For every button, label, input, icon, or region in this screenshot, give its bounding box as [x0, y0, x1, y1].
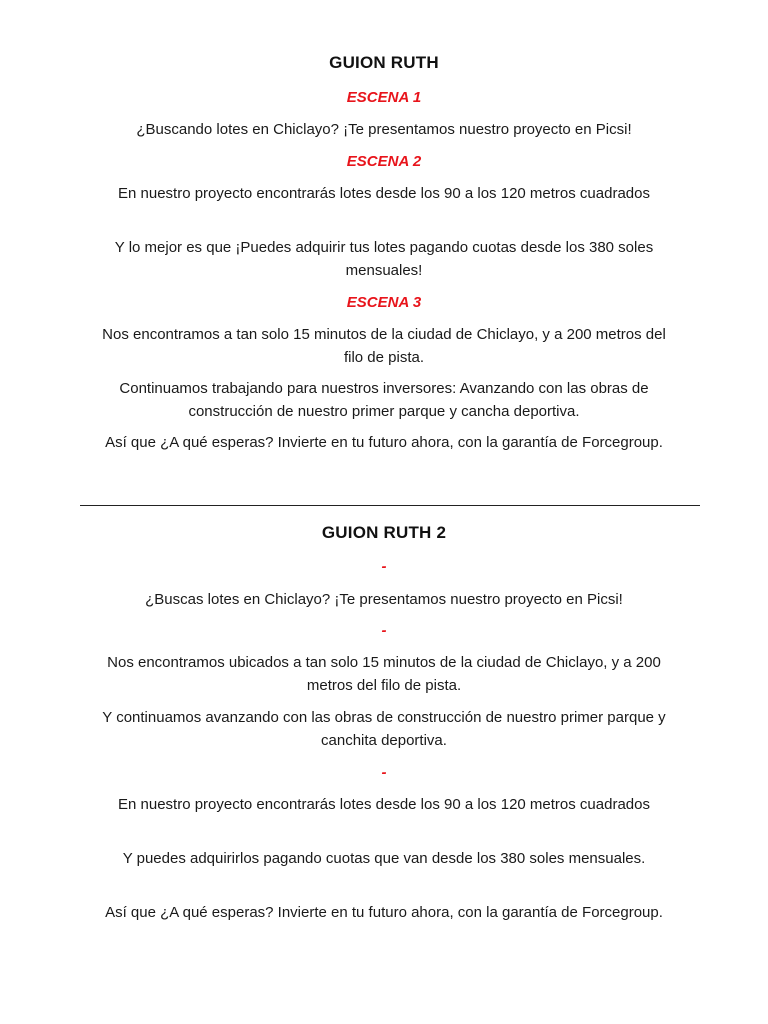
section2-paragraph-6: Así que ¿A qué esperas? Invierte en tu futuro ahora, con la garantía de Forcegroup. — [105, 904, 663, 921]
section2-marker-3: - — [381, 764, 387, 781]
scene1-heading: ESCENA 1 — [346, 89, 422, 106]
section2-paragraph-5: Y puedes adquirirlos pagando cuotas que van desde los 380 soles mensuales. — [122, 850, 646, 867]
section2-marker-2: - — [381, 622, 387, 639]
section1-paragraph-6: Así que ¿A qué esperas? Invierte en tu futuro ahora, con la garantía de Forcegroup. — [105, 434, 663, 451]
section2-paragraph-4: En nuestro proyecto encontrarás lotes desde los 90 a los 120 metros cuadrados — [118, 796, 650, 813]
section-divider — [80, 505, 700, 506]
section2-marker-1: - — [381, 558, 387, 575]
section1-paragraph-5: Continuamos trabajando para nuestros inversores: Avanzando con las obras de construcción de nuestro primer parque y cancha deportiva. — [119, 380, 649, 420]
scene3-heading: ESCENA 3 — [346, 294, 422, 311]
section1-paragraph-2: En nuestro proyecto encontrarás lotes desde los 90 a los 120 metros cuadrados — [118, 185, 650, 202]
section2-title: GUION RUTH 2 — [321, 523, 447, 542]
section1-paragraph-1: ¿Buscando lotes en Chiclayo? ¡Te presentamos nuestro proyecto en Picsi! — [136, 121, 632, 138]
section1-paragraph-3: Y lo mejor es que ¡Puedes adquirir tus lotes pagando cuotas desde los 380 soles mensuales! — [114, 239, 654, 279]
section1-paragraph-4: Nos encontramos a tan solo 15 minutos de la ciudad de Chiclayo, y a 200 metros del filo de pista. — [102, 326, 666, 366]
section2-paragraph-3: Y continuamos avanzando con las obras de construcción de nuestro primer parque y canchita deportiva. — [102, 709, 666, 749]
section2-paragraph-1: ¿Buscas lotes en Chiclayo? ¡Te presentamos nuestro proyecto en Picsi! — [145, 591, 623, 608]
scene2-heading: ESCENA 2 — [346, 153, 422, 170]
section1-title: GUION RUTH — [329, 53, 439, 72]
section2-paragraph-2: Nos encontramos ubicados a tan solo 15 minutos de la ciudad de Chiclayo, y a 200 metros del filo de pista. — [107, 654, 661, 694]
